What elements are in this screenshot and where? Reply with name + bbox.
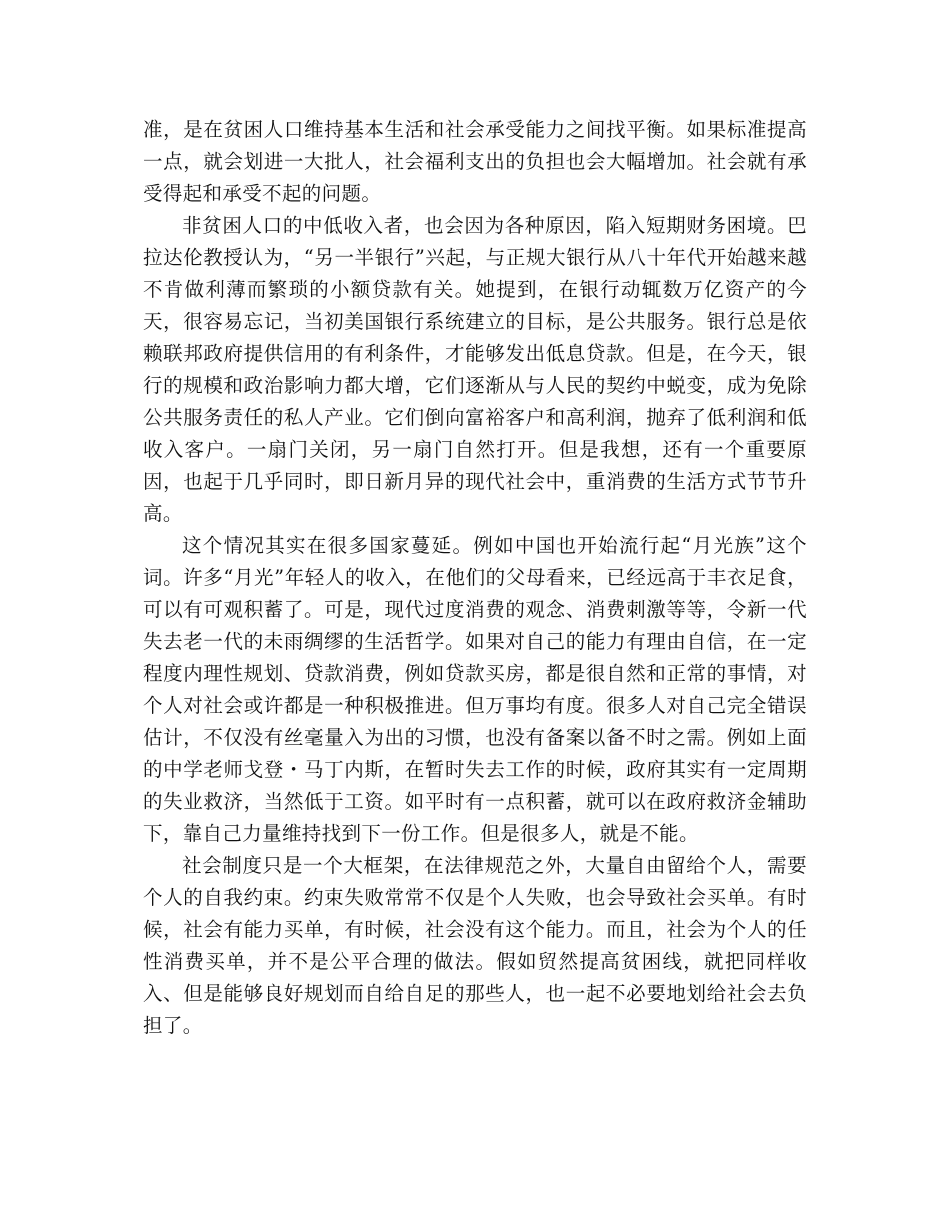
paragraph-2: 非贫困人口的中低收入者，也会因为各种原因，陷入短期财务困境。巴拉达伦教授认为，“另一半银行”兴起，与正规大银行从八十年代开始越来越不肯做利薄而繁琐的小额贷款有关。她提到，在银行动辄数万亿资产的今天，很容易忘记，当初美国银行系统建立的目标，是公共服务。银行总是依赖联邦政府提供信用的有利条件，才能够发出低息贷款。但是，在今天，银行的规模和政治影响力都大增，它们逐渐从与人民的契约中蜕变，成为免除公共服务责任的私人产业。它们倒向富裕客户和高利润，抛弃了低利润和低收入客户。一扇门关闭，另一扇门自然打开。但是我想，还有一个重要原因，也起于几乎同时，即日新月异的现代社会中，重消费的生活方式节节升高。 bbox=[143, 214, 807, 525]
paragraph-4: 社会制度只是一个大框架，在法律规范之外，大量自由留给个人，需要个人的自我约束。约束失败常常不仅是个人失败，也会导致社会买单。有时候，社会有能力买单，有时候，社会没有这个能力。而且，社会为个人的任性消费买单，并不是公平合理的做法。假如贸然提高贫困线，就把同样收入、但是能够良好规划而自给自足的那些人，也一起不必要地划给社会去负担了。 bbox=[143, 854, 807, 1037]
document-page bbox=[143, 114, 807, 1042]
paragraph-1: 准，是在贫困人口维持基本生活和社会承受能力之间找平衡。如果标准提高一点，就会划进一大批人，社会福利支出的负担也会大幅增加。社会就有承受得起和承受不起的问题。 bbox=[143, 118, 807, 205]
paragraph-3: 这个情况其实在很多国家蔓延。例如中国也开始流行起“月光族”这个词。许多“月光”年轻人的收入，在他们的父母看来，已经远高于丰衣足食，可以有可观积蓄了。可是，现代过度消费的观念、消费刺激等等，令新一代失去老一代的未雨绸缪的生活哲学。如果对自己的能力有理由自信，在一定程度内理性规划、贷款消费，例如贷款买房，都是很自然和正常的事情，对个人对社会或许都是一种积极推进。但万事均有度。很多人对自己完全错误估计，不仅没有丝毫量入为出的习惯，也没有备案以备不时之需。例如上面的中学老师戈登・马丁内斯，在暂时失去工作的时候，政府其实有一定周期的失业救济，当然低于工资。如平时有一点积蓄，就可以在政府救济金辅助下，靠自己力量维持找到下一份工作。但是很多人，就是不能。 bbox=[143, 534, 807, 845]
